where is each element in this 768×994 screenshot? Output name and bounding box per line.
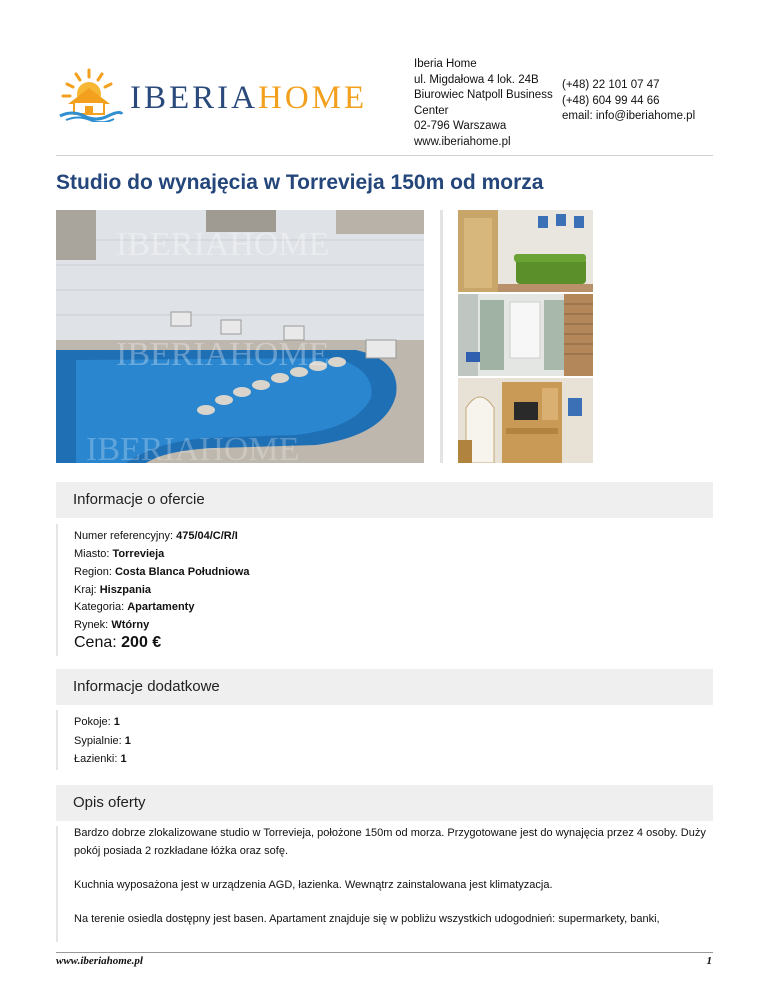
row-value: Torrevieja	[112, 548, 165, 560]
row-label: Numer referencyjny:	[74, 530, 174, 542]
photo-watermark: IBERIAHOME	[86, 431, 300, 463]
description-paragraph-2: Kuchnia wyposażona jest w urządzenia AGD, łazienka. Wewnątrz zainstalowana jest klimatyzacja.	[74, 879, 553, 891]
page-title: Studio do wynajęcia w Torrevieja 150m od morza	[56, 171, 544, 194]
row-label: Sypialnie:	[74, 735, 122, 747]
address-website-link[interactable]: www.iberiahome.pl	[414, 135, 511, 148]
row-region	[74, 566, 249, 578]
row-city	[74, 548, 164, 560]
row-label: Łazienki:	[74, 753, 118, 765]
pool-photo-image	[56, 210, 424, 463]
extra-info-details	[56, 710, 713, 770]
address-line-building-cont: Center	[414, 104, 449, 117]
photo-divider	[440, 210, 443, 463]
email-line[interactable]: email: info@iberiahome.pl	[562, 110, 696, 122]
iberiahome-logo[interactable]	[56, 66, 376, 122]
company-address	[414, 57, 553, 150]
logo-wordmark	[130, 80, 367, 117]
footer-divider	[56, 952, 713, 953]
section-title-extra-info: Informacje dodatkowe	[73, 678, 220, 695]
header-divider	[56, 155, 713, 156]
address-line-street: ul. Migdałowa 4 lok. 24B	[414, 73, 539, 86]
address-line-building: Biurowiec Natpoll Business	[414, 89, 553, 101]
thumbnail-living-room[interactable]	[458, 210, 593, 292]
row-reference-number	[74, 530, 238, 542]
sun-house-logo-icon	[56, 66, 126, 122]
row-label: Pokoje:	[74, 716, 111, 728]
photo-watermark: IBERIAHOME	[116, 226, 330, 263]
section-title-description: Opis oferty	[73, 794, 146, 811]
row-value: Hiszpania	[99, 584, 152, 596]
price-label: Cena:	[74, 634, 117, 651]
row-rooms	[74, 716, 120, 728]
offer-info-details	[56, 524, 713, 656]
page-number: 1	[706, 955, 712, 967]
row-market	[74, 619, 149, 631]
company-contact	[562, 78, 695, 125]
main-photo-pool[interactable]	[56, 210, 424, 463]
description-paragraph-3: Na terenie osiedla dostępny jest basen. Apartament znajduje się w pobliżu wszystkich udogodnień: supermarkety, banki,	[74, 913, 660, 925]
section-bar	[56, 710, 58, 770]
address-line-city: 02-796 Warszawa	[414, 120, 507, 132]
footer-website-link[interactable]: www.iberiahome.pl	[56, 955, 143, 967]
page-header	[0, 0, 768, 150]
phone-line-2[interactable]: (+48) 604 99 44 66	[562, 94, 660, 107]
row-label: Kraj:	[74, 584, 97, 596]
window-room-photo-image	[458, 294, 593, 376]
description-body	[56, 826, 713, 942]
row-value: 1	[120, 753, 127, 765]
address-line-company: Iberia Home	[414, 58, 477, 70]
row-category	[74, 601, 194, 613]
row-value: Wtórny	[111, 619, 150, 631]
row-label: Rynek:	[74, 619, 109, 631]
section-bar	[56, 826, 58, 942]
section-header-description	[56, 785, 713, 821]
section-header-offer-info	[56, 482, 713, 518]
thumbnail-kitchen[interactable]	[458, 378, 593, 463]
row-bathrooms	[74, 753, 127, 765]
row-label: Miasto:	[74, 548, 110, 560]
price-value: 200 €	[121, 634, 162, 651]
section-header-extra-info	[56, 669, 713, 705]
row-value: 475/04/C/R/I	[176, 530, 238, 542]
row-value: 1	[124, 735, 131, 747]
phone-line-1[interactable]: (+48) 22 101 07 47	[562, 79, 660, 91]
row-value: Costa Blanca Południowa	[114, 566, 250, 578]
price-display	[74, 634, 161, 652]
logo-wordmark-home: HOME	[258, 80, 368, 116]
description-paragraph-1: Bardzo dobrze zlokalizowane studio w Torrevieja, położone 150m od morza. Przygotowane jest do wynajęcia przez 4 osoby. Duży pokój posiada 2 rozkładane łóżka oraz sofę.	[74, 827, 706, 857]
photo-watermark: IBERIAHOME	[116, 336, 330, 373]
section-title-offer-info: Informacje o ofercie	[73, 491, 205, 508]
row-value: Apartamenty	[127, 601, 195, 613]
section-bar	[56, 524, 58, 656]
row-label: Kategoria:	[74, 601, 125, 613]
logo-wordmark-iberia: IBERIA	[130, 80, 258, 116]
kitchen-photo-image	[458, 378, 593, 463]
row-value: 1	[113, 716, 120, 728]
thumbnail-window-room[interactable]	[458, 294, 593, 376]
row-label: Region:	[74, 566, 112, 578]
row-bedrooms	[74, 735, 131, 747]
row-country	[74, 584, 151, 596]
living-room-photo-image	[458, 210, 593, 292]
